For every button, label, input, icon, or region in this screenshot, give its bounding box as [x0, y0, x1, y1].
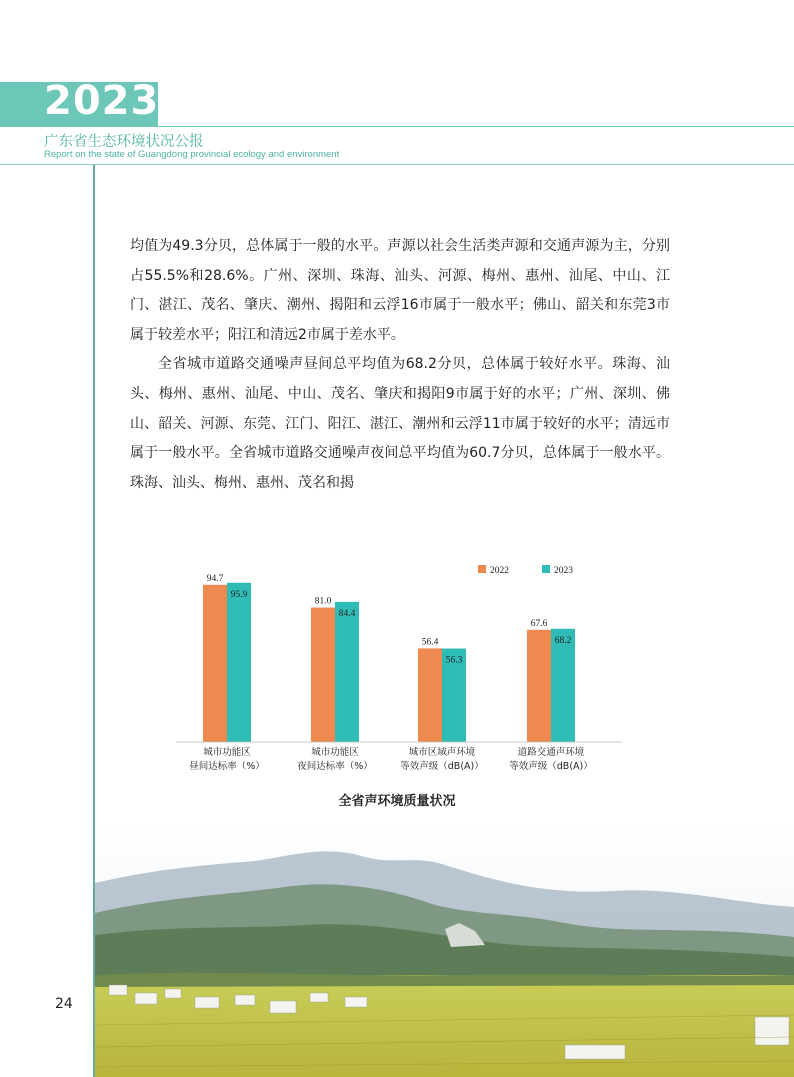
report-title-cn: 广东省生态环境状况公报: [44, 134, 204, 150]
value-label-2023-2: 84.4: [338, 608, 356, 619]
chart-category-labels: [189, 746, 593, 772]
bar-2023-2: [335, 602, 359, 742]
report-title-en: Report on the state of Guangdong provincial ecology and environment: [44, 149, 340, 160]
category-label-1-2: 昼间达标率（%）: [189, 761, 265, 772]
header-rule: [0, 164, 794, 165]
paragraph-1: 均值为49.3分贝，总体属于一般的水平。声源以社会生活类声源和交通声源为主，分别占55.5%和28.6%。广州、深圳、珠海、汕头、河源、梅州、惠州、汕尾、中山、江门、湛江、茂名、肇庆、潮州、揭阳和云浮16市属于一般水平；佛山、韶关和东莞3市属于较差水平；阳江和清远2市属于差水平。: [130, 238, 670, 343]
bar-2023-1: [227, 583, 251, 742]
legend-swatch-2023: [542, 565, 550, 573]
category-label-2-2: 夜间达标率（%）: [297, 761, 373, 772]
category-label-3-1: 城市区域声环境: [408, 747, 476, 758]
header-divider: [0, 126, 794, 127]
value-label-2022-1: 94.7: [206, 573, 224, 584]
category-label-3-2: 等效声级（dB(A)）: [400, 761, 484, 772]
legend-label-2023: 2023: [554, 566, 573, 576]
chart-bars: [203, 583, 575, 742]
value-label-2023-1: 95.9: [230, 589, 248, 600]
category-label-2-1: 城市功能区: [311, 747, 359, 758]
category-label-4-2: 等效声级（dB(A)）: [509, 761, 593, 772]
chart-value-labels: [207, 574, 572, 666]
paragraph-2: 全省城市道路交通噪声昼间总平均值为68.2分贝，总体属于较好水平。珠海、汕头、梅州、惠州、汕尾、中山、茂名、肇庆和揭阳9市属于好的水平；广州、深圳、佛山、韶关、河源、东莞、江门、阳江、湛江、潮州和云浮11市属于较好的水平；清远市属于一般水平。全省城市道路交通噪声夜间总平均值为60.7分贝，总体属于一般水平。珠海、汕头、梅州、惠州、茂名和揭: [130, 356, 670, 491]
bar-2022-3: [418, 648, 442, 742]
bar-2022-2: [311, 608, 335, 742]
year-title: 2023: [44, 78, 160, 124]
category-label-4-1: 道路交通声环境: [517, 747, 585, 758]
value-label-2023-4: 68.2: [554, 635, 572, 646]
chart-legend: [478, 565, 573, 576]
body-text: [130, 232, 670, 498]
value-label-2022-3: 56.4: [421, 637, 439, 648]
bar-2022-1: [203, 585, 227, 742]
legend-label-2022: 2022: [490, 566, 509, 576]
page-number: 24: [55, 996, 73, 1012]
value-label-2022-2: 81.0: [314, 596, 332, 607]
landscape-illustration: [95, 825, 794, 1077]
bar-2022-4: [527, 630, 551, 742]
value-label-2023-3: 56.3: [445, 655, 463, 666]
sound-environment-bar-chart: [160, 548, 630, 780]
legend-swatch-2022: [478, 565, 486, 573]
chart-caption: 全省声环境质量状况: [338, 794, 456, 809]
value-label-2022-4: 67.6: [530, 618, 548, 629]
category-label-1-1: 城市功能区: [203, 747, 251, 758]
